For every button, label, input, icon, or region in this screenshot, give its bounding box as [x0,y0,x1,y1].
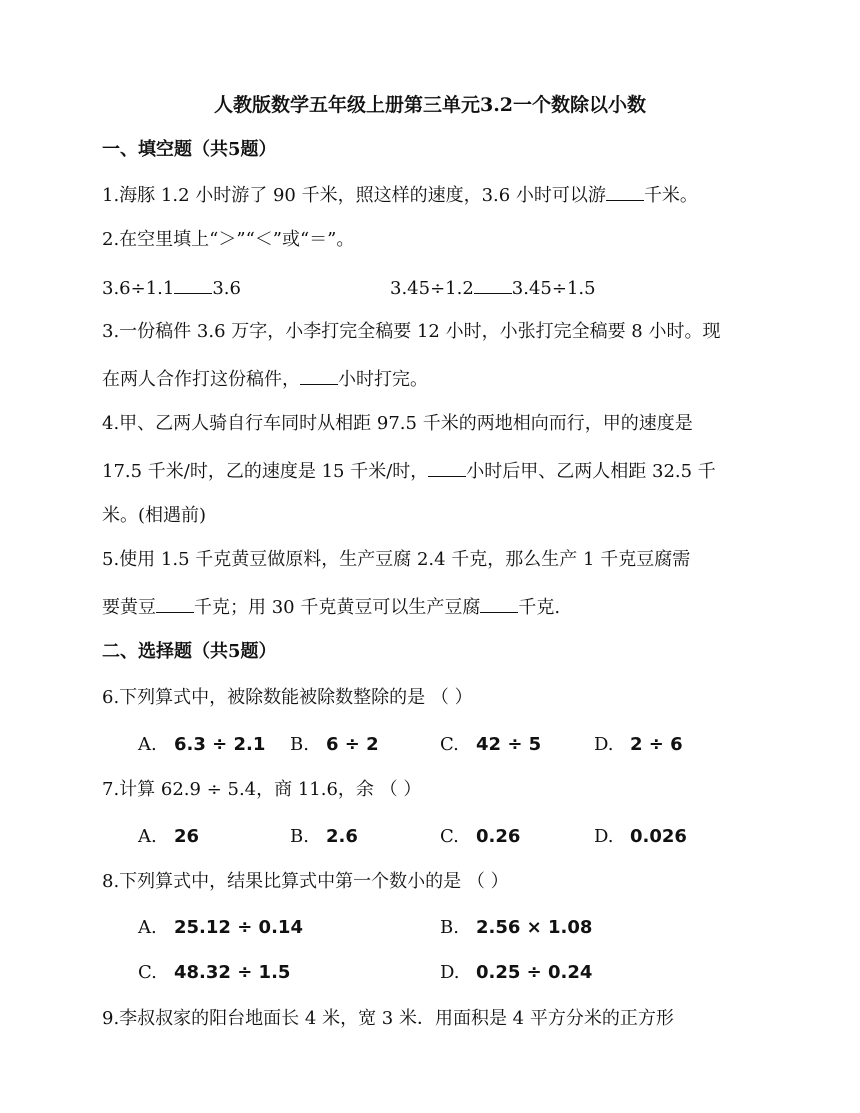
question-3-text: 在两人合作打这份稿件， [102,369,300,390]
question-6-stem: 6.下列算式中，被除数能被除数整除的是 （ ） [102,687,473,708]
option-b: B. 2.56 × 1.08 [440,917,593,938]
question-5-line-1: 5.使用 1.5 千克黄豆做原料，生产豆腐 2.4 千克，那么生产 1 千克豆腐需 [102,549,691,570]
question-3-line-2 [102,366,428,392]
question-2b [390,275,596,301]
question-3-line-1: 3.一份稿件 3.6 万字，小李打完全稿要 12 小时，小张打完全稿要 8 小时。现 [102,321,721,342]
question-2: 2.在空里填上“＞”“＜”或“＝”。 [102,229,355,250]
question-1-text-end: 千米。 [643,185,698,206]
expression-rhs: 3.45÷1.5 [511,278,596,299]
option-c: C. 0.26 [440,826,521,847]
answer-blank [428,458,466,477]
question-9-line-1: 9.李叔叔家的阳台地面长 4 米，宽 3 米．用面积是 4 平方分米的正方形 [102,1008,674,1029]
question-5-text-b: 千克；用 30 千克黄豆可以生产豆腐 [194,597,481,618]
option-d: D. 0.026 [594,826,687,847]
question-4-line-1: 4.甲、乙两人骑自行车同时从相距 97.5 千米的两地相向而行，甲的速度是 [102,413,693,434]
expression-rhs: 3.6 [212,278,241,299]
option-b: B. 2.6 [290,826,358,847]
question-5-line-2 [102,594,560,620]
question-8-stem: 8.下列算式中，结果比算式中第一个数小的是 （ ） [102,871,509,892]
question-1 [102,182,698,208]
option-a: A. 25.12 ÷ 0.14 [138,917,303,938]
page-title: 人教版数学五年级上册第三单元3.2一个数除以小数 [213,94,647,116]
question-1-text: 1.海豚 1.2 小时游了 90 千米，照这样的速度，3.6 小时可以游 [102,185,606,206]
section-heading-multiple-choice: 二、选择题（共5题） [102,641,277,662]
expression: 3.45÷1.2 [390,278,474,299]
option-b: B. 6 ÷ 2 [290,734,379,755]
question-4-text: 17.5 千米/时，乙的速度是 15 千米/时， [102,461,429,482]
answer-blank [174,275,212,294]
answer-blank [156,594,194,613]
question-4-text-end: 小时后甲、乙两人相距 32.5 千 [466,461,716,482]
answer-blank [474,275,512,294]
answer-blank [480,594,518,613]
question-7-stem: 7.计算 62.9 ÷ 5.4，商 11.6，余 （ ） [102,779,422,800]
question-3-text-end: 小时打完。 [338,369,428,390]
answer-blank [606,182,644,201]
answer-blank [300,366,338,385]
expression: 3.6÷1.1 [102,278,175,299]
option-a: A. 6.3 ÷ 2.1 [138,734,266,755]
section-heading-fill-blank: 一、填空题（共5题） [102,139,277,160]
question-2a [102,275,241,301]
question-5-text-a: 要黄豆 [102,597,156,618]
option-c: C. 42 ÷ 5 [440,734,542,755]
option-d: D. 0.25 ÷ 0.24 [440,962,593,983]
option-a: A. 26 [138,826,200,847]
question-4-line-3: 米。(相遇前) [102,505,207,526]
question-4-line-2 [102,458,716,484]
question-5-text-c: 千克. [518,597,561,618]
option-d: D. 2 ÷ 6 [594,734,683,755]
option-c: C. 48.32 ÷ 1.5 [138,962,291,983]
